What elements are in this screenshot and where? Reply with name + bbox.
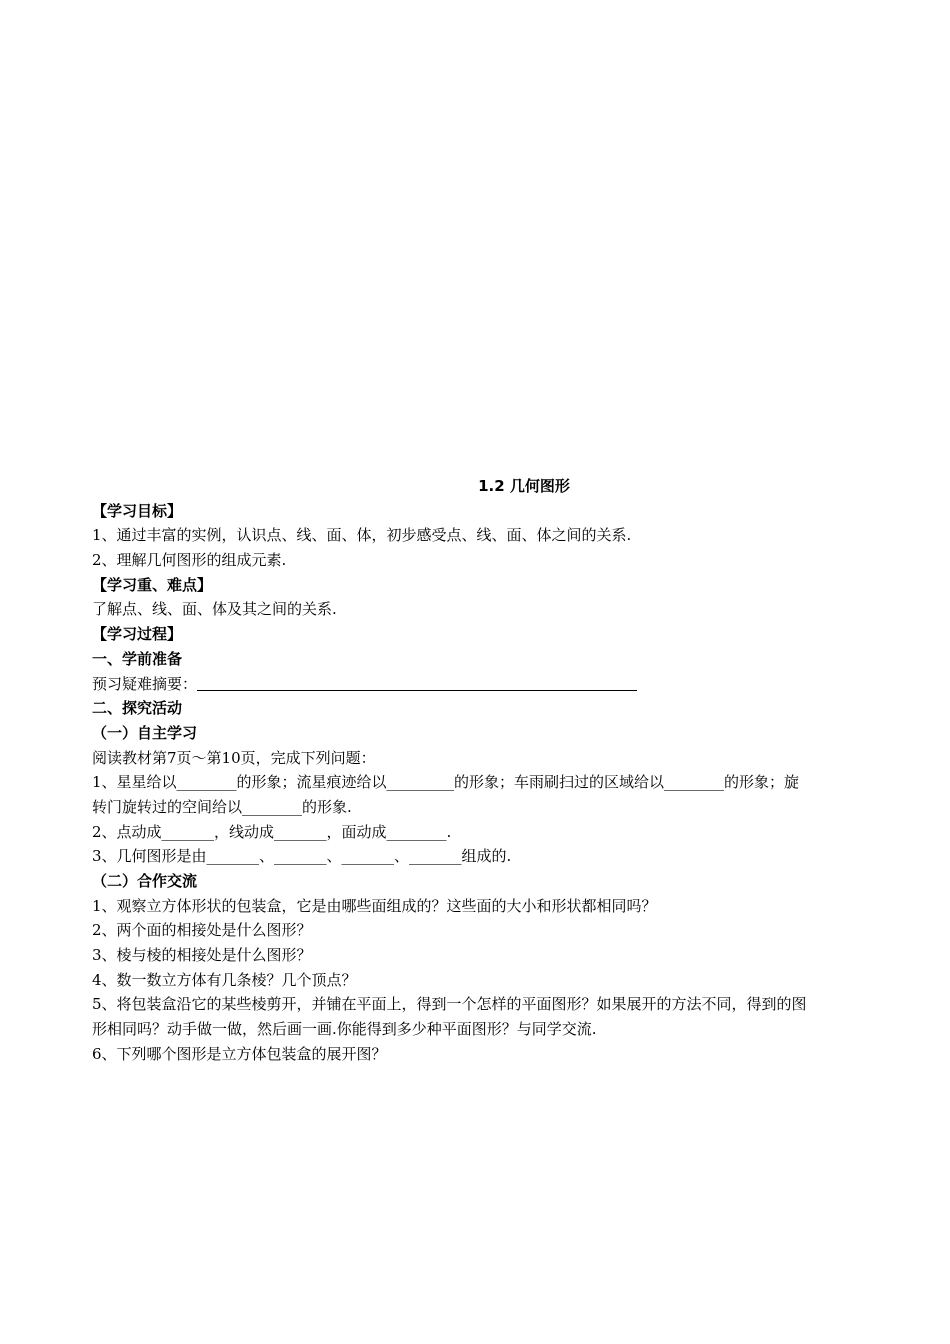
process-heading: 【学习过程】 xyxy=(92,625,183,644)
coop-question-5-line-1: 5、将包装盒沿它的某些棱剪开，并铺在平面上，得到一个怎样的平面图形？如果展开的方法不同，得到的图 xyxy=(92,995,807,1014)
question-1-line-2: 转门旋转过的空间给以________的形象. xyxy=(92,797,352,816)
coop-question-2: 2、两个面的相接处是什么图形？ xyxy=(92,921,312,940)
key-points-heading: 【学习重、难点】 xyxy=(92,575,213,594)
explore-heading: 二、探究活动 xyxy=(92,699,183,718)
objectives-heading: 【学习目标】 xyxy=(92,501,183,520)
objective-2: 2、理解几何图形的组成元素. xyxy=(92,551,287,570)
self-study-heading: （一）自主学习 xyxy=(92,723,198,742)
coop-question-4: 4、数一数立方体有几条棱？几个顶点？ xyxy=(92,970,357,989)
coop-heading: （二）合作交流 xyxy=(92,872,198,890)
self-study-intro: 阅读教材第7页～第10页，完成下列问题： xyxy=(92,748,376,767)
prep-heading: 一、学前准备 xyxy=(92,649,183,668)
coop-question-6: 6、下列哪个图形是立方体包装盒的展开图？ xyxy=(92,1044,387,1063)
coop-question-3: 3、棱与棱的相接处是什么图形？ xyxy=(92,946,312,965)
prep-row xyxy=(92,672,864,697)
coop-question-1: 1、观察立方体形状的包装盒，它是由哪些面组成的？这些面的大小和形状都相同吗？ xyxy=(92,896,657,915)
key-points-text: 了解点、线、面、体及其之间的关系. xyxy=(92,600,337,619)
question-2: 2、点动成_______，线动成_______，面动成________. xyxy=(92,822,452,841)
prep-answer-blank[interactable] xyxy=(197,674,637,691)
question-3: 3、几何图形是由_______、_______、_______、_______组成的. xyxy=(92,847,512,866)
page-title: 1.2 几何图形 xyxy=(478,477,570,495)
prep-label: 预习疑难摘要： xyxy=(92,674,198,693)
coop-question-5-line-2: 形相同吗？动手做一做，然后画一画.你能得到多少种平面图形？与同学交流. xyxy=(92,1020,597,1039)
objective-1: 1、通过丰富的实例，认识点、线、面、体，初步感受点、线、面、体之间的关系. xyxy=(92,526,632,545)
question-1-line-1: 1、星星给以________的形象；流星痕迹给以_________的形象；车雨刷扫过的区域给以________的形象；旋 xyxy=(92,773,800,792)
document-body xyxy=(92,474,864,1067)
